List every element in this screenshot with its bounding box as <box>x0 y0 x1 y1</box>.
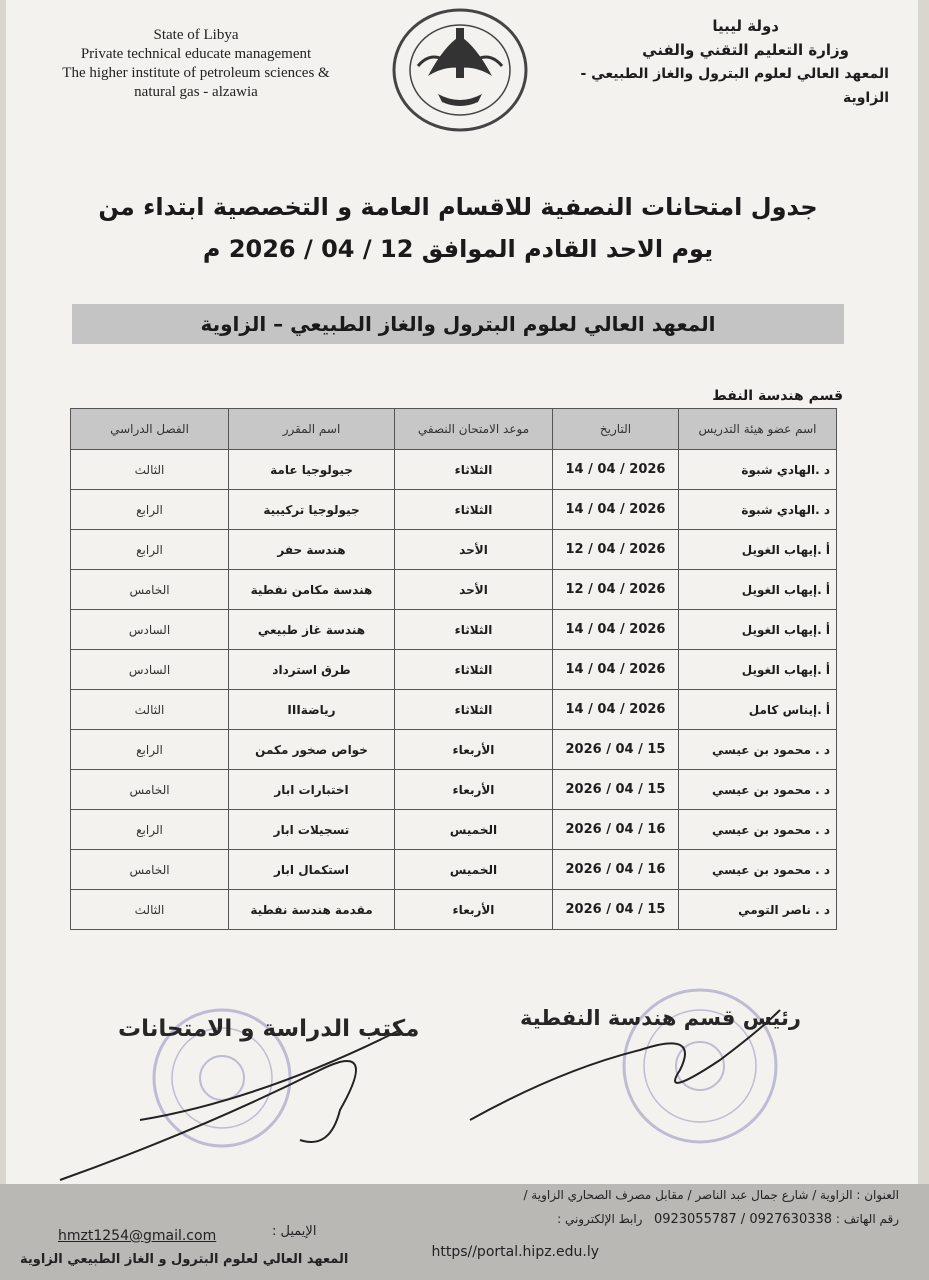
course-cell: تسجيلات ابار <box>229 810 395 850</box>
column-header: موعد الامتحان النصفي <box>395 409 553 450</box>
day-cell: الثلاثاء <box>395 690 553 730</box>
table-row <box>71 770 837 810</box>
table-row <box>71 850 837 890</box>
table-header-row <box>71 409 837 450</box>
exam-schedule-table <box>70 408 837 930</box>
table-row <box>71 690 837 730</box>
semester-cell: الرابع <box>71 490 229 530</box>
institute-banner: المعهد العالي لعلوم البترول والغاز الطبيعي – الزاوية <box>72 304 844 344</box>
day-cell: الأربعاء <box>395 730 553 770</box>
column-header: اسم عضو هيئة التدريس <box>679 409 837 450</box>
department-label: قسم هندسة النفط <box>712 388 843 404</box>
date-cell: 12 / 04 / 2026 <box>553 530 679 570</box>
instructor-cell: أ .إيناس كامل <box>679 690 837 730</box>
website-label: رابط الإلكتروني : <box>557 1212 643 1226</box>
day-cell: الخميس <box>395 810 553 850</box>
date-cell: 2026 / 04 / 16 <box>553 850 679 890</box>
course-cell: مقدمة هندسة نفطية <box>229 890 395 930</box>
semester-cell: الخامس <box>71 770 229 810</box>
day-cell: الأربعاء <box>395 890 553 930</box>
header-ar-line: المعهد العالي لعلوم البترول والغاز الطبيعي - الزاوية <box>580 66 889 106</box>
email-label: الإيميل : <box>272 1224 317 1239</box>
semester-cell: الرابع <box>71 530 229 570</box>
signature-left-icon <box>60 1030 400 1180</box>
course-cell: اختبارات ابار <box>229 770 395 810</box>
course-cell: هندسة حفر <box>229 530 395 570</box>
table-row <box>71 570 837 610</box>
semester-cell: السادس <box>71 650 229 690</box>
day-cell: الأحد <box>395 570 553 610</box>
semester-cell: الرابع <box>71 810 229 850</box>
semester-cell: الخامس <box>71 570 229 610</box>
instructor-cell: د . محمود بن عيسي <box>679 850 837 890</box>
header-en-line: Private technical educate management <box>80 46 312 62</box>
header-ar-line: وزارة التعليم التقني والفني <box>642 41 849 59</box>
semester-cell: الرابع <box>71 730 229 770</box>
instructor-cell: د . محمود بن عيسي <box>679 730 837 770</box>
header-ar-line: دولة ليبيا <box>712 17 779 35</box>
footer-institute: المعهد العالي لعلوم البترول و الغاز الطبيعي الزاوية <box>20 1252 349 1267</box>
footer-contact <box>557 1212 899 1227</box>
instructor-cell: أ .إيهاب الغويل <box>679 650 837 690</box>
table-row <box>71 730 837 770</box>
table-row <box>71 530 837 570</box>
semester-cell: الثالث <box>71 890 229 930</box>
header-en-line: State of Libya <box>153 27 239 43</box>
instructor-cell: أ .إيهاب الغويل <box>679 610 837 650</box>
semester-cell: الخامس <box>71 850 229 890</box>
day-cell: الثلاثاء <box>395 450 553 490</box>
column-header: الفصل الدراسي <box>71 409 229 450</box>
title-line-2: يوم الاحد القادم الموافق 12 / 04 / 2026 م <box>202 235 714 263</box>
table-row <box>71 450 837 490</box>
column-header: اسم المقرر <box>229 409 395 450</box>
stamps-and-signatures <box>0 960 912 1200</box>
date-cell: 14 / 04 / 2026 <box>553 490 679 530</box>
course-cell: جيولوجيا تركيبية <box>229 490 395 530</box>
day-cell: الثلاثاء <box>395 650 553 690</box>
phone-label: رقم الهاتف : <box>835 1212 899 1226</box>
instructor-cell: أ .إيهاب الغويل <box>679 570 837 610</box>
semester-cell: الثالث <box>71 690 229 730</box>
footer-address: العنوان : الزاوية / شارع جمال عبد الناصر / مقابل مصرف الصحاري الزاوية / <box>523 1188 899 1202</box>
date-cell: 2026 / 04 / 15 <box>553 730 679 770</box>
instructor-cell: د . محمود بن عيسي <box>679 770 837 810</box>
day-cell: الأربعاء <box>395 770 553 810</box>
table-row <box>71 610 837 650</box>
course-cell: هندسة غاز طبيعي <box>229 610 395 650</box>
course-cell: خواص صخور مكمن <box>229 730 395 770</box>
instructor-cell: د .الهادي شبوة <box>679 450 837 490</box>
date-cell: 14 / 04 / 2026 <box>553 450 679 490</box>
instructor-cell: أ .إيهاب الغويل <box>679 530 837 570</box>
date-cell: 2026 / 04 / 15 <box>553 890 679 930</box>
website-link[interactable]: https//portal.hipz.edu.ly <box>431 1244 599 1260</box>
document-title <box>70 186 846 270</box>
email-link[interactable]: hmzt1254@gmail.com <box>58 1228 217 1244</box>
table-row <box>71 810 837 850</box>
table-row <box>71 650 837 690</box>
column-header: التاريخ <box>553 409 679 450</box>
header-english <box>36 26 356 102</box>
date-cell: 14 / 04 / 2026 <box>553 610 679 650</box>
date-cell: 12 / 04 / 2026 <box>553 570 679 610</box>
course-cell: رياضةIII <box>229 690 395 730</box>
header-arabic <box>569 14 889 110</box>
date-cell: 2026 / 04 / 15 <box>553 770 679 810</box>
day-cell: الخميس <box>395 850 553 890</box>
date-cell: 14 / 04 / 2026 <box>553 650 679 690</box>
phone-numbers: 0927630338 / 0923055787 <box>653 1212 833 1227</box>
title-line-1: جدول امتحانات النصفية للاقسام العامة و التخصصية ابتداء من <box>98 193 818 221</box>
signature-study-office: مكتب الدراسة و الامتحانات <box>118 1016 420 1042</box>
course-cell: جيولوجيا عامة <box>229 450 395 490</box>
instructor-cell: د . ناصر التومي <box>679 890 837 930</box>
semester-cell: السادس <box>71 610 229 650</box>
header-en-line: natural gas - alzawia <box>134 84 258 100</box>
table-row <box>71 890 837 930</box>
instructor-cell: د . محمود بن عيسي <box>679 810 837 850</box>
day-cell: الأحد <box>395 530 553 570</box>
signature-department-head: رئيس قسم هندسة النفطية <box>520 1006 801 1030</box>
date-cell: 14 / 04 / 2026 <box>553 690 679 730</box>
semester-cell: الثالث <box>71 450 229 490</box>
course-cell: طرق استرداد <box>229 650 395 690</box>
course-cell: استكمال ابار <box>229 850 395 890</box>
course-cell: هندسة مكامن نفطية <box>229 570 395 610</box>
institute-logo-icon <box>388 6 532 134</box>
date-cell: 2026 / 04 / 16 <box>553 810 679 850</box>
header-en-line: The higher institute of petroleum sciences & <box>62 65 330 81</box>
table-row <box>71 490 837 530</box>
instructor-cell: د .الهادي شبوة <box>679 490 837 530</box>
day-cell: الثلاثاء <box>395 490 553 530</box>
day-cell: الثلاثاء <box>395 610 553 650</box>
